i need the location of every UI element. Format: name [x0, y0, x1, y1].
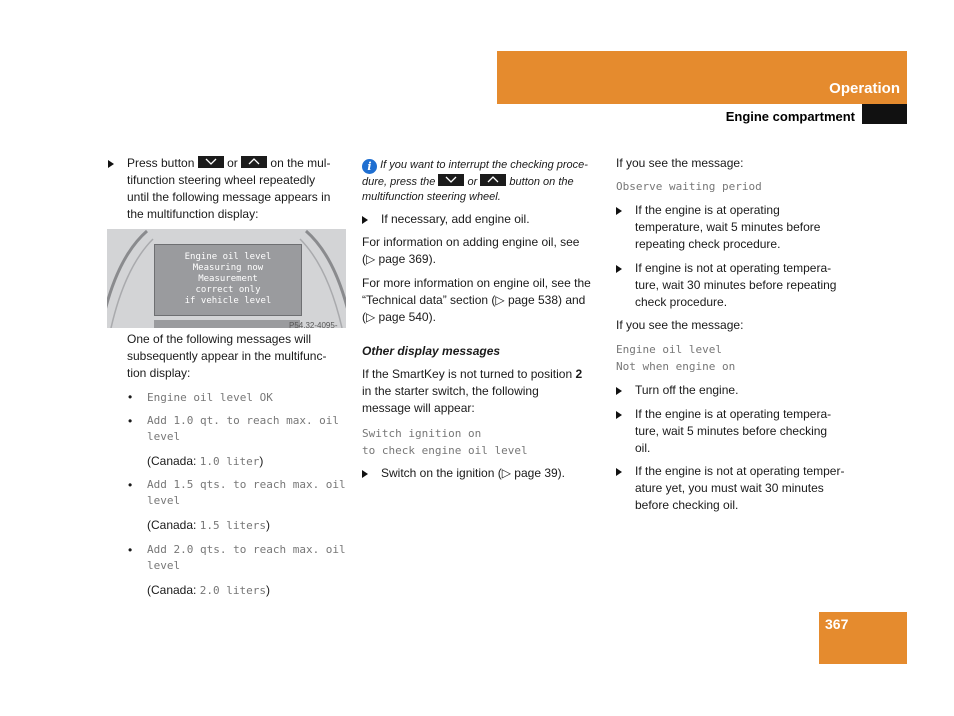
bullet-dot: •: [128, 543, 133, 557]
subsection-marker: [862, 104, 907, 124]
bullet-dot: •: [128, 414, 133, 428]
display-message: Observe waiting period: [616, 180, 762, 193]
subsection-title: Engine compartment: [725, 109, 855, 124]
section-title: Operation: [829, 80, 900, 97]
canada-note: (Canada: 1.5 liters): [147, 518, 270, 532]
after-paragraph: One of the following messages will subsequently appear in the multifunc- tion display:: [127, 332, 327, 380]
paragraph-see-message: If you see the message:: [616, 318, 744, 332]
triangle-bullet-icon: [616, 265, 622, 273]
up-arrow-button-icon: [480, 174, 506, 186]
canada-note: (Canada: 1.0 liter): [147, 454, 264, 468]
triangle-bullet-icon: [616, 411, 622, 419]
triangle-bullet-icon: [108, 160, 114, 168]
triangle-bullet-icon: [616, 387, 622, 395]
figure-id: P54.32-4095-: [289, 321, 338, 328]
info-note: i If you want to interrupt the checking proce- dure, press the or button on the multifunction steering wheel.: [362, 159, 588, 203]
multifunction-display-figure: [107, 229, 346, 328]
paragraph-technical-data: For more information on engine oil, see the “Technical data” section (▷ page 538) and (▷ page 540).: [362, 276, 591, 324]
display-screen: Engine oil level Measuring now Measurement correct only if vehicle level: [154, 244, 302, 316]
bullet-dot: •: [128, 478, 133, 492]
display-lower-panel: [154, 320, 300, 328]
section-heading: Other display messages: [362, 344, 501, 358]
page-number: 367: [825, 616, 849, 632]
bullet-dot: •: [128, 390, 133, 404]
canada-note: (Canada: 2.0 liters): [147, 583, 270, 597]
up-arrow-button-icon: [241, 156, 267, 168]
info-icon: i: [362, 159, 377, 174]
paragraph-smartkey: If the SmartKey is not turned to position 2 in the starter switch, the following message will appear:: [362, 367, 583, 415]
down-arrow-button-icon: [438, 174, 464, 186]
triangle-bullet-icon: [362, 216, 368, 224]
down-arrow-button-icon: [198, 156, 224, 168]
triangle-bullet-icon: [616, 207, 622, 215]
paragraph-see-message: If you see the message:: [616, 156, 744, 170]
triangle-bullet-icon: [616, 468, 622, 476]
triangle-bullet-icon: [362, 470, 368, 478]
display-message: Engine oil level Not when engine on: [616, 343, 736, 373]
display-message: Switch ignition on to check engine oil level: [362, 427, 528, 457]
paragraph-adding-oil: For information on adding engine oil, see (▷ page 369).: [362, 235, 580, 266]
